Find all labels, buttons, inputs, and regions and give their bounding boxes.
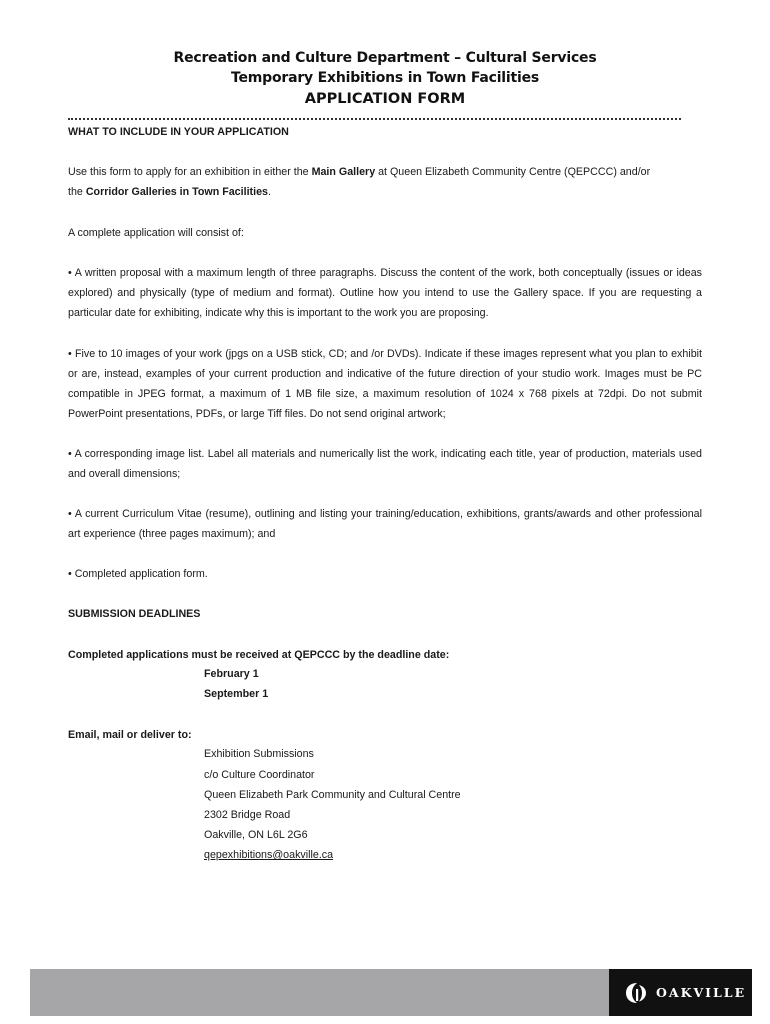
bullet-application-form: • Completed application form. [68,568,208,580]
bullet-written-proposal: • A written proposal with a maximum length of three paragraphs. Discuss the content of the work, both conceptually (issues or ideas explored) and physically (type of medium and format). Outline how you intend to use the Gallery space. If you are requesting a particular date for exhibiting, indicate why this is important to the work you are proposing. [68,267,702,319]
intro-text-a: Use this form to apply for an exhibition in either the [68,166,312,178]
deadline-date-2: September 1 [204,688,269,700]
include-heading: WHAT TO INCLUDE IN YOUR APPLICATION [68,126,289,138]
form-title [0,91,770,107]
department-title: Recreation and Culture Department – Cultural Services [173,50,597,66]
program-title: Temporary Exhibitions in Town Facilities [230,70,540,86]
main-gallery-text: Main Gallery [311,166,376,178]
deadlines-heading: SUBMISSION DEADLINES [68,608,201,620]
corridor-gallery-text: Corridor Galleries in Town Facilities [85,186,268,198]
intro-text-d: . [267,186,271,198]
address-line-4: 2302 Bridge Road [204,809,291,821]
deadline-date-1: February 1 [204,668,259,680]
address-line-5: Oakville, ON L6L 2G6 [204,829,308,841]
intro-text-b: at Queen Elizabeth Community Centre (QEPCCC) and/or [375,166,651,178]
address-line-2: c/o Culture Coordinator [204,769,315,781]
bullet-cv: • A current Curriculum Vitae (resume), outlining and listing your training/education, exhibitions, grants/awards and other professional art experience (three pages maximum); and [68,508,702,540]
email-link[interactable]: qepexhibitions@oakville.ca [204,849,334,861]
contact-heading: Email, mail or deliver to: [68,729,192,741]
deadline-statement: Completed applications must be received at QEPCCC by the deadline date: [68,649,450,661]
form-title-text: APPLICATION FORM [304,91,466,107]
oak-leaf-icon [624,981,650,1005]
bullet-images: • Five to 10 images of your work (jpgs on a USB stick, CD; and /or DVDs). Indicate if these images represent what you plan to exhibit or are, instead, examples of your current production and indicative of the future direction of your studio work. Images must be PC compatible in JPEG format, a maximum of 1 MB file size, a maximum resolution of 1024 x 768 pixels at 72dpi. Do not submit PowerPoint presentations, PDFs, or large Tiff files. Do not send original artwork; [68,348,702,420]
dotted-divider [68,118,681,120]
consist-text: A complete application will consist of: [68,227,244,239]
address-line-1: Exhibition Submissions [204,748,314,760]
intro-paragraph [68,162,702,202]
intro-text-c: the [68,186,86,198]
oakville-logo-text: OAKVILLE [656,985,747,1000]
bullet-image-list: • A corresponding image list. Label all materials and numerically list the work, indicating each title, year of production, materials used and overall dimensions; [68,448,702,480]
address-line-3: Queen Elizabeth Park Community and Cultural Centre [204,789,461,801]
